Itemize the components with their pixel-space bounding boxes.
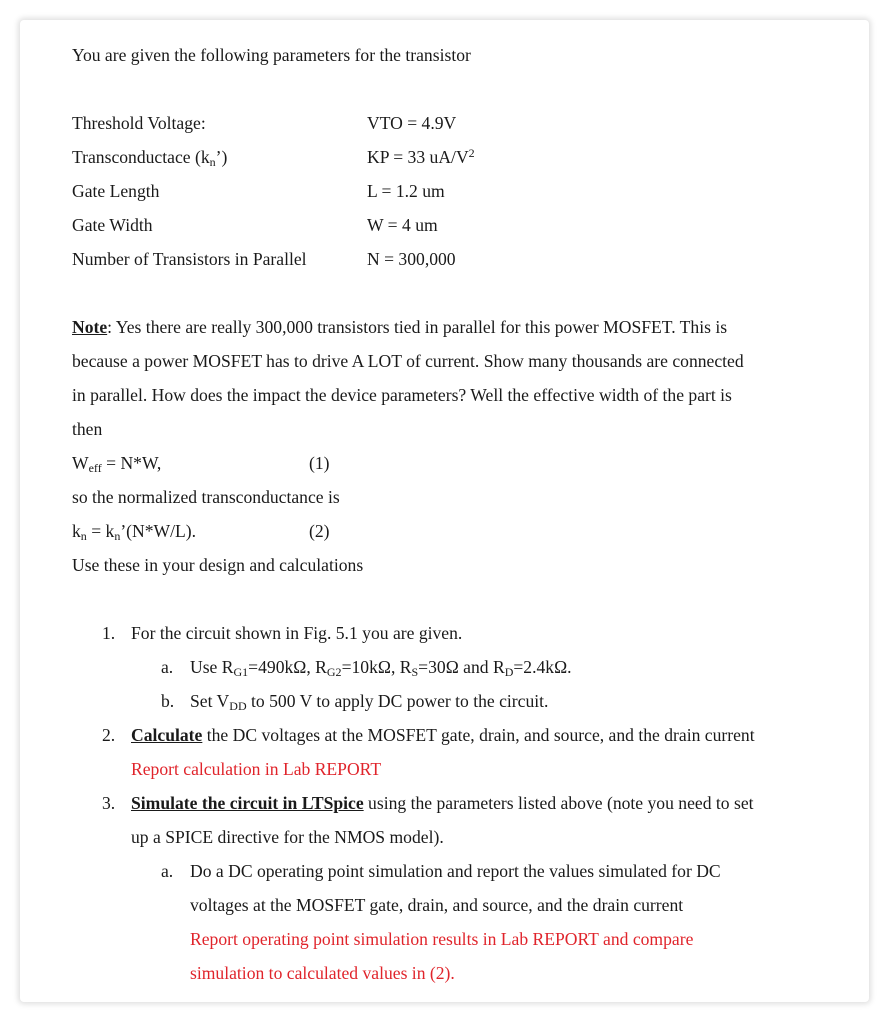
- calculate-label: Calculate: [131, 725, 203, 745]
- list-item-2-report: Report calculation in Lab REPORT: [131, 759, 382, 779]
- param-label-gate-length: Gate Length: [72, 181, 160, 201]
- list-item-3a-line-1: Do a DC operating point simulation and report the values simulated for DC: [190, 861, 721, 881]
- list-item-3a-line-2: voltages at the MOSFET gate, drain, and source, and the drain current: [190, 895, 684, 915]
- use-text: Use these in your design and calculations: [72, 555, 364, 575]
- list-item-2-text: Calculate the DC voltages at the MOSFET gate, drain, and source, and the drain current: [131, 725, 755, 745]
- list-item-3a-report-2: simulation to calculated values in (2).: [190, 963, 455, 983]
- list-item-1b-letter: b.: [161, 691, 175, 711]
- list-item-1a-text: Use $R_{G1}=490k\Omega$, $R_{G2}=10k\Omega$, $R_S=30\Omega$ and $R_D=2.4k\Omega$.: [190, 657, 572, 679]
- simulate-label: Simulate the circuit in LTSpice: [131, 793, 364, 813]
- param-value-num-transistors: N = 300,000: [367, 249, 456, 269]
- list-item-1-number: 1.: [102, 623, 116, 643]
- param-value-transconductance: KP = 33 $uA/V^2$: [367, 146, 475, 167]
- param-label-threshold: Threshold Voltage:: [72, 113, 206, 133]
- list-item-3-number: 3.: [102, 793, 116, 813]
- document-page: [20, 20, 869, 1002]
- param-value-gate-width: W = 4 um: [367, 215, 438, 235]
- list-item-1a-letter: a.: [161, 657, 174, 677]
- note-line-1: Note: Yes there are really 300,000 transistors tied in parallel for this power MOSFET. This is: [72, 317, 728, 337]
- note-line-3: in parallel. How does the impact the device parameters? Well the effective width of the part is: [72, 385, 732, 405]
- note-line-2: because a power MOSFET has to drive A LOT of current. Show many thousands are connected: [72, 351, 744, 371]
- list-item-3a-letter: a.: [161, 861, 174, 881]
- normalized-text: so the normalized transconductance is: [72, 487, 340, 507]
- param-value-threshold: VTO = 4.9V: [367, 113, 457, 133]
- param-label-transconductance: Transconductace $(k_n’)$: [72, 147, 228, 169]
- list-item-3a-report-1: Report operating point simulation results in Lab REPORT and compare: [190, 929, 694, 949]
- equation-1: $W_{eff} = N*W$,: [72, 453, 162, 475]
- equation-2-number: (2): [309, 521, 330, 541]
- param-value-gate-length: L = 1.2 um: [367, 181, 445, 201]
- equation-2: $k_n$ = $k_n’(N*W/L)$.: [72, 521, 197, 543]
- note-line-4: then: [72, 419, 103, 439]
- list-item-1b-text: Set $V_{DD}$ to 500 V to apply DC power to the circuit.: [190, 691, 549, 713]
- note-label: Note: [72, 317, 108, 337]
- list-item-2-number: 2.: [102, 725, 116, 745]
- list-item-1-text: For the circuit shown in Fig. 5.1 you are given.: [131, 623, 463, 643]
- equation-1-number: (1): [309, 453, 330, 473]
- intro-text: You are given the following parameters for the transistor: [72, 45, 471, 65]
- list-item-3-text: Simulate the circuit in LTSpice using the parameters listed above (note you need to set: [131, 793, 754, 813]
- param-label-num-transistors: Number of Transistors in Parallel: [72, 249, 307, 269]
- param-label-gate-width: Gate Width: [72, 215, 153, 235]
- list-item-3-text-2: up a SPICE directive for the NMOS model).: [131, 827, 444, 847]
